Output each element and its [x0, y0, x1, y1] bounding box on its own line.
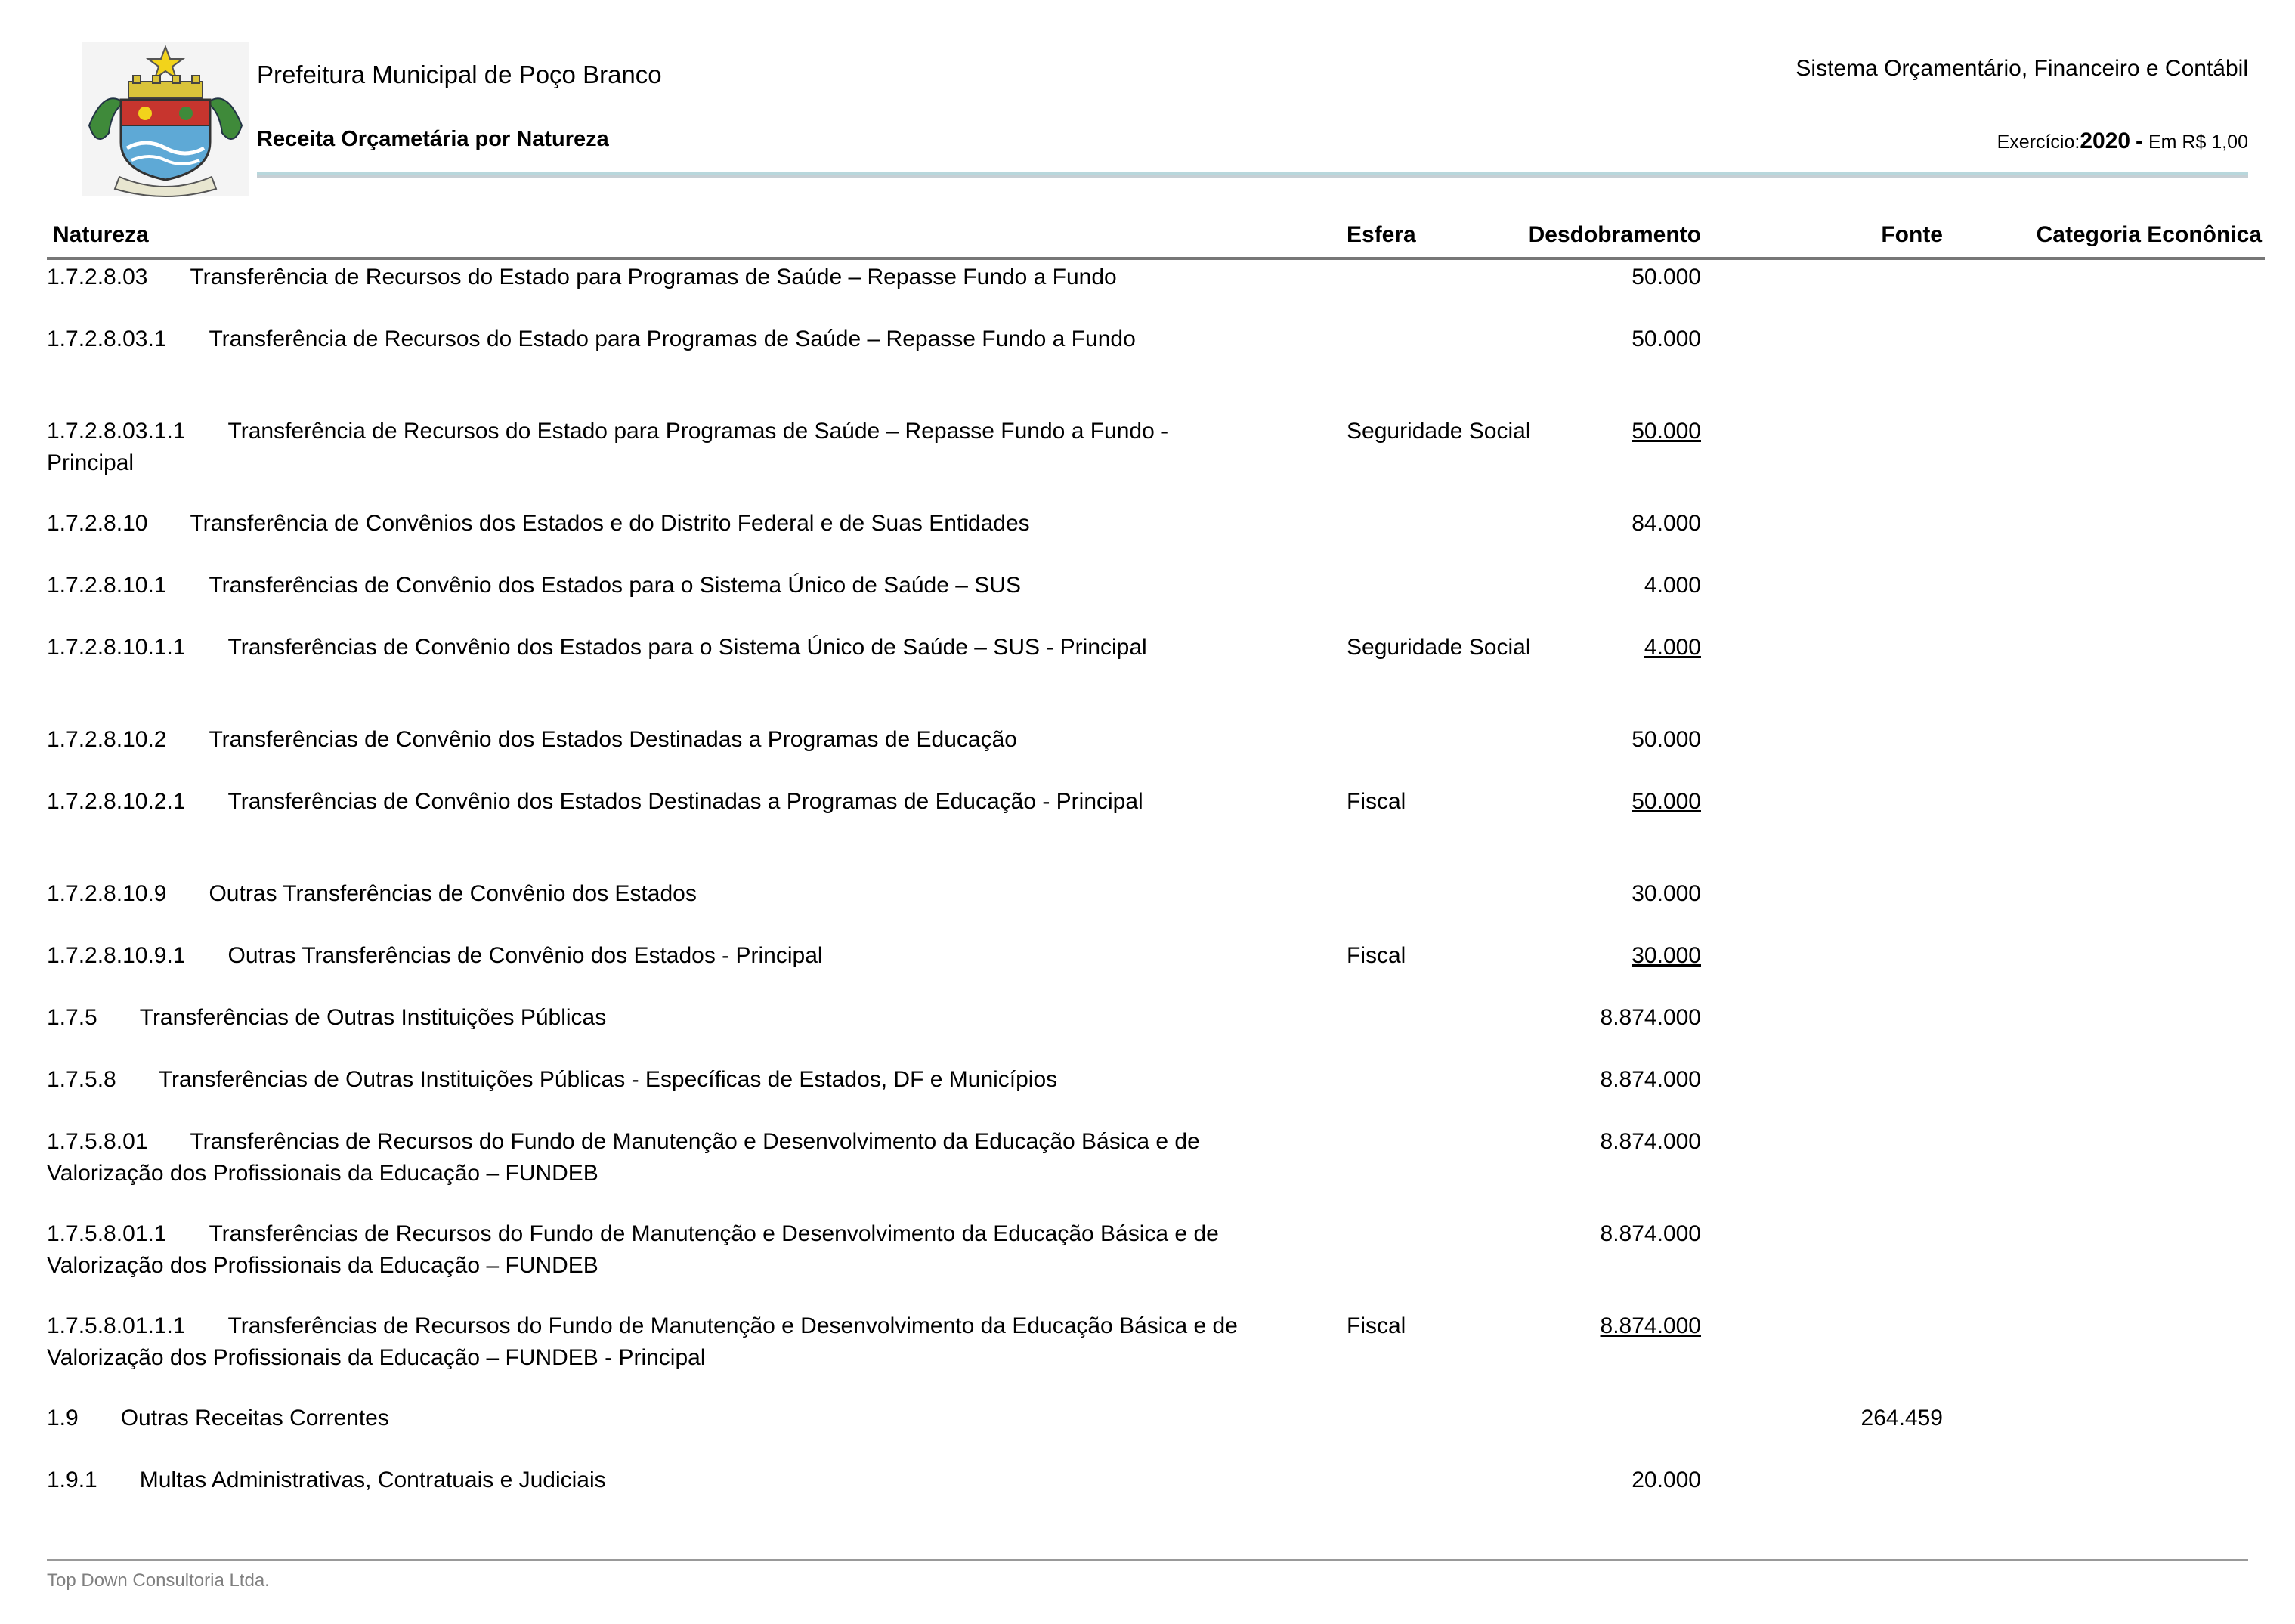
natureza-description: Transferência de Convênios dos Estados e do Distrito Federal e de Suas Entidades: [190, 511, 1030, 536]
natureza-description: Outras Receitas Correntes: [120, 1406, 389, 1431]
natureza-description: Multas Administrativas, Contratuais e Judiciais: [139, 1468, 606, 1493]
natureza-code: 1.7.2.8.03: [47, 264, 148, 289]
natureza-description: Outras Transferências de Convênio dos Estados: [209, 881, 697, 906]
natureza-description: Transferência de Recursos do Estado para Programas de Saúde – Repasse Fundo a Fundo: [190, 264, 1117, 289]
table-row: [47, 1218, 1256, 1282]
desdobramento-cell: 20.000: [1632, 1468, 1701, 1493]
desdobramento-cell: 50.000: [1632, 727, 1701, 752]
natureza-description: Transferências de Convênio dos Estados Destinadas a Programas de Educação - Principal: [227, 789, 1143, 814]
table-row: [47, 1310, 1256, 1374]
esfera-cell: Fiscal: [1347, 943, 1406, 968]
desdobramento-cell: 30.000: [1632, 943, 1701, 968]
desdobramento-cell: 4.000: [1644, 635, 1701, 660]
natureza-description: Transferências de Outras Instituições Públicas - Específicas de Estados, DF e Municípios: [158, 1067, 1058, 1092]
table-row: [47, 323, 1256, 355]
desdobramento-cell: 84.000: [1632, 511, 1701, 536]
esfera-cell: Fiscal: [1347, 1313, 1406, 1338]
desdobramento-cell: 8.874.000: [1600, 1005, 1701, 1030]
table-row: [47, 724, 1256, 756]
table-row: [47, 632, 1256, 664]
fiscal-year: 2020: [2080, 128, 2131, 153]
table-row: [47, 940, 1256, 972]
table-row: [47, 1126, 1256, 1189]
column-header-natureza: Natureza: [53, 222, 149, 247]
table-row: [47, 570, 1256, 602]
natureza-code: 1.7.5.8: [47, 1067, 116, 1092]
table-row: [47, 261, 1256, 293]
column-header-fonte: Fonte: [1881, 222, 1943, 247]
desdobramento-cell: 50.000: [1632, 326, 1701, 351]
table-row: [47, 1002, 1256, 1034]
natureza-description: Outras Transferências de Convênio dos Estados - Principal: [227, 943, 823, 968]
natureza-code: 1.7.2.8.03.1: [47, 326, 167, 351]
natureza-description: Transferências de Convênio dos Estados Destinadas a Programas de Educação: [209, 727, 1017, 752]
fonte-cell: 264.459: [1860, 1406, 1943, 1431]
table-row: [47, 878, 1256, 910]
natureza-code: 1.7.2.8.10.2: [47, 727, 167, 752]
esfera-cell: Seguridade Social: [1347, 419, 1531, 444]
natureza-code: 1.7.5.8.01: [47, 1129, 148, 1154]
natureza-code: 1.7.2.8.03.1.1: [47, 419, 186, 444]
column-header-categoria: Categoria Econônica: [2036, 222, 2262, 247]
desdobramento-cell: 30.000: [1632, 881, 1701, 906]
natureza-code: 1.7.5.8.01.1.1: [47, 1313, 186, 1338]
table-row: [47, 508, 1256, 540]
esfera-cell: Fiscal: [1347, 789, 1406, 814]
system-name: Sistema Orçamentário, Financeiro e Contábil: [1795, 56, 2248, 81]
currency-note: Em R$ 1,00: [2148, 131, 2248, 153]
table-row: [47, 1064, 1256, 1096]
natureza-code: 1.7.2.8.10.9.1: [47, 943, 186, 968]
natureza-description: Transferência de Recursos do Estado para Programas de Saúde – Repasse Fundo a Fundo - Principal: [47, 419, 1169, 475]
column-header-desdobramento: Desdobramento: [1528, 222, 1701, 247]
page-title: Prefeitura Municipal de Poço Branco: [257, 60, 662, 88]
natureza-code: 1.7.2.8.10: [47, 511, 148, 536]
separator: -: [2136, 128, 2144, 153]
natureza-description: Transferências de Recursos do Fundo de Manutenção e Desenvolvimento da Educação Básica e de Valorização dos Profissionais da Educação – FUNDEB: [47, 1221, 1219, 1278]
natureza-code: 1.7.5.8.01.1: [47, 1221, 167, 1246]
natureza-description: Transferências de Outras Instituições Públicas: [139, 1005, 607, 1030]
table-row: [47, 1465, 1256, 1496]
natureza-description: Transferência de Recursos do Estado para Programas de Saúde – Repasse Fundo a Fundo: [209, 326, 1136, 351]
natureza-description: Transferências de Recursos do Fundo de Manutenção e Desenvolvimento da Educação Básica e de Valorização dos Profissionais da Educação – FUNDEB: [47, 1129, 1200, 1186]
footer-company: Top Down Consultoria Ltda.: [47, 1570, 270, 1591]
natureza-code: 1.7.2.8.10.1: [47, 573, 167, 598]
desdobramento-cell: 8.874.000: [1600, 1067, 1701, 1092]
desdobramento-cell: 4.000: [1644, 573, 1701, 598]
natureza-code: 1.9: [47, 1406, 79, 1431]
natureza-code: 1.7.2.8.10.2.1: [47, 789, 186, 814]
desdobramento-cell: 50.000: [1632, 264, 1701, 289]
desdobramento-cell: 8.874.000: [1600, 1221, 1701, 1246]
desdobramento-cell: 50.000: [1632, 419, 1701, 444]
exercicio-label: Exercício:: [1997, 131, 2080, 153]
table-row: [47, 1403, 1256, 1434]
esfera-cell: Seguridade Social: [1347, 635, 1531, 660]
natureza-code: 1.9.1: [47, 1468, 97, 1493]
natureza-description: Transferências de Convênio dos Estados para o Sistema Único de Saúde – SUS: [209, 573, 1021, 598]
table-row: [47, 786, 1256, 818]
desdobramento-cell: 8.874.000: [1600, 1129, 1701, 1154]
column-header-esfera: Esfera: [1347, 222, 1416, 247]
footer-divider: [47, 1559, 2248, 1561]
desdobramento-cell: 8.874.000: [1600, 1313, 1701, 1338]
natureza-description: Transferências de Recursos do Fundo de Manutenção e Desenvolvimento da Educação Básica e de Valorização dos Profissionais da Educação – FUNDEB - Principal: [47, 1313, 1238, 1370]
natureza-code: 1.7.5: [47, 1005, 97, 1030]
natureza-description: Transferências de Convênio dos Estados para o Sistema Único de Saúde – SUS - Principal: [227, 635, 1147, 660]
natureza-code: 1.7.2.8.10.1.1: [47, 635, 186, 660]
report-subtitle: Receita Orçametária por Natureza: [257, 127, 609, 151]
desdobramento-cell: 50.000: [1632, 789, 1701, 814]
natureza-code: 1.7.2.8.10.9: [47, 881, 167, 906]
table-row: [47, 416, 1256, 479]
